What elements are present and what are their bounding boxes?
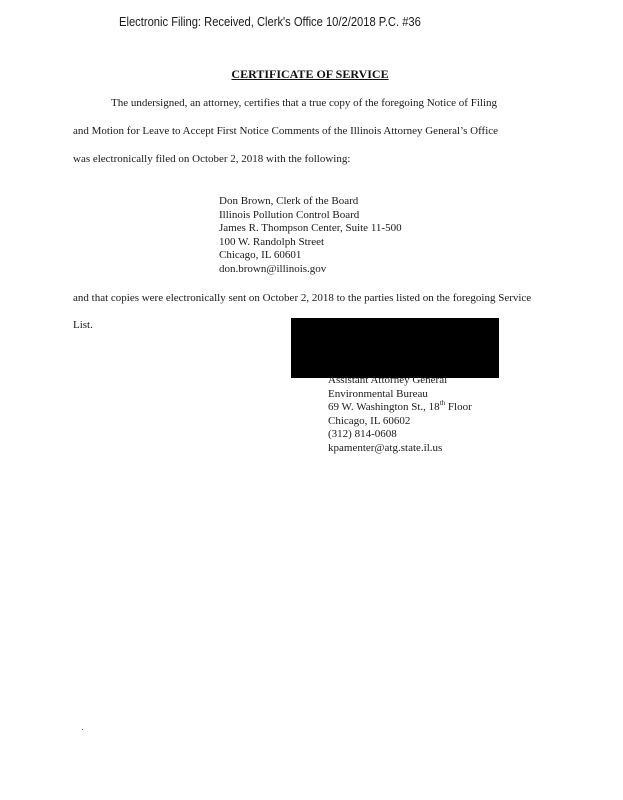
recipient-email: don.brown@illinois.gov <box>219 262 327 275</box>
signature-street <box>328 401 472 415</box>
paragraph-line-3: was electronically filed on October 2, 2018 with the following: <box>73 153 351 165</box>
signature-street-sup: th <box>439 399 446 408</box>
signature-block <box>328 374 472 456</box>
recipient-street: 100 W. Randolph Street <box>219 235 325 248</box>
certificate-title: CERTIFICATE OF SERVICE <box>231 67 389 81</box>
redaction-box <box>291 318 499 378</box>
page-speck <box>82 729 83 730</box>
signature-city: Chicago, IL 60602 <box>328 414 411 427</box>
recipient-building: James R. Thompson Center, Suite 11-500 <box>219 222 402 235</box>
signature-phone: (312) 814-0608 <box>328 428 397 441</box>
recipient-address-block <box>219 195 402 277</box>
recipient-name: Don Brown, Clerk of the Board <box>219 195 359 207</box>
signature-street-suffix: Floor <box>445 401 472 414</box>
paragraph-line-2: and Motion for Leave to Accept First Notice Comments of the Illinois Attorney General’s Office <box>73 125 499 137</box>
recipient-city: Chicago, IL 60601 <box>219 249 302 262</box>
signature-email: kpamenter@atg.state.il.us <box>328 441 443 454</box>
signature-bureau: Environmental Bureau <box>328 387 428 400</box>
recipient-organization: Illinois Pollution Control Board <box>219 208 360 221</box>
paragraph-line-1: The undersigned, an attorney, certifies that a true copy of the foregoing Notice of Filing <box>111 97 497 109</box>
service-line-1: and that copies were electronically sent on October 2, 2018 to the parties listed on the foregoing Service <box>73 292 532 304</box>
service-line-2: List. <box>73 319 93 331</box>
filing-stamp-header: Electronic Filing: Received, Clerk's Office 10/2/2018 P.C. #36 <box>119 14 421 29</box>
signature-street-prefix: 69 W. Washington St., 18 <box>328 401 440 414</box>
signature-title: Assistant Attorney General <box>328 374 448 386</box>
